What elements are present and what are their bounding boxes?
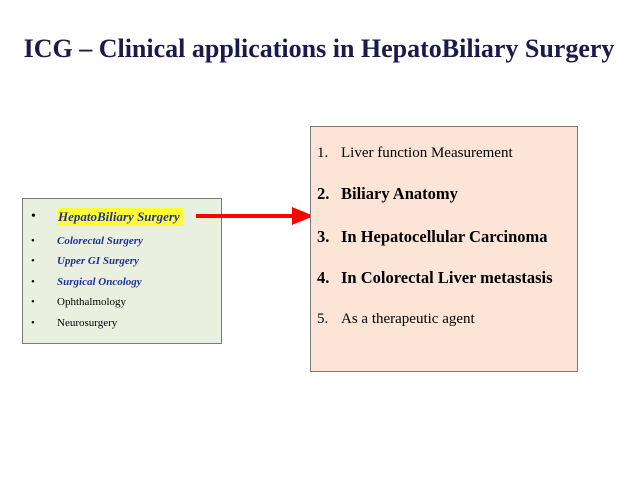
- specialty-label: Colorectal Surgery: [57, 235, 143, 247]
- item-number: 4.: [317, 268, 330, 287]
- item-number: 3.: [317, 227, 330, 246]
- slide-title: ICG – Clinical applications in HepatoBiliary Surgery: [23, 34, 615, 63]
- application-label: In Hepatocellular Carcinoma: [341, 227, 548, 246]
- application-label: As a therapeutic agent: [341, 311, 475, 327]
- application-label: Liver function Measurement: [341, 145, 513, 161]
- specialty-item-ophthalmology: [23, 293, 221, 311]
- specialty-item-surgical-oncology: [23, 273, 221, 291]
- specialty-item-neurosurgery: [23, 314, 221, 332]
- bullet: •: [31, 209, 36, 224]
- application-item-colorectal-liver-mets: [317, 268, 553, 288]
- specialty-item-upper-gi: [23, 252, 221, 270]
- applications-box: [310, 126, 578, 372]
- specialty-item-hepatobiliary: [23, 208, 221, 226]
- specialty-label: HepatoBiliary Surgery: [57, 208, 183, 226]
- bullet: •: [31, 296, 35, 308]
- specialties-box: [22, 198, 222, 344]
- specialty-label: Upper GI Surgery: [57, 255, 139, 267]
- item-number: 1.: [317, 145, 329, 161]
- bullet: •: [31, 235, 35, 247]
- bullet: •: [31, 255, 35, 267]
- application-item-biliary-anatomy: [317, 184, 458, 204]
- application-item-liver-function: [317, 145, 513, 162]
- bullet: •: [31, 317, 35, 329]
- application-item-hcc: [317, 227, 548, 247]
- specialty-item-colorectal: [23, 232, 221, 250]
- item-number: 5.: [317, 311, 329, 327]
- specialty-label: Surgical Oncology: [57, 276, 142, 288]
- specialty-label: Ophthalmology: [57, 296, 127, 308]
- application-label: In Colorectal Liver metastasis: [341, 268, 553, 287]
- right-arrow-icon: [196, 205, 314, 227]
- bullet: •: [31, 276, 35, 288]
- item-number: 2.: [317, 184, 330, 203]
- application-item-therapeutic-agent: [317, 311, 475, 328]
- application-label: Biliary Anatomy: [341, 184, 458, 203]
- specialty-label: Neurosurgery: [57, 317, 118, 329]
